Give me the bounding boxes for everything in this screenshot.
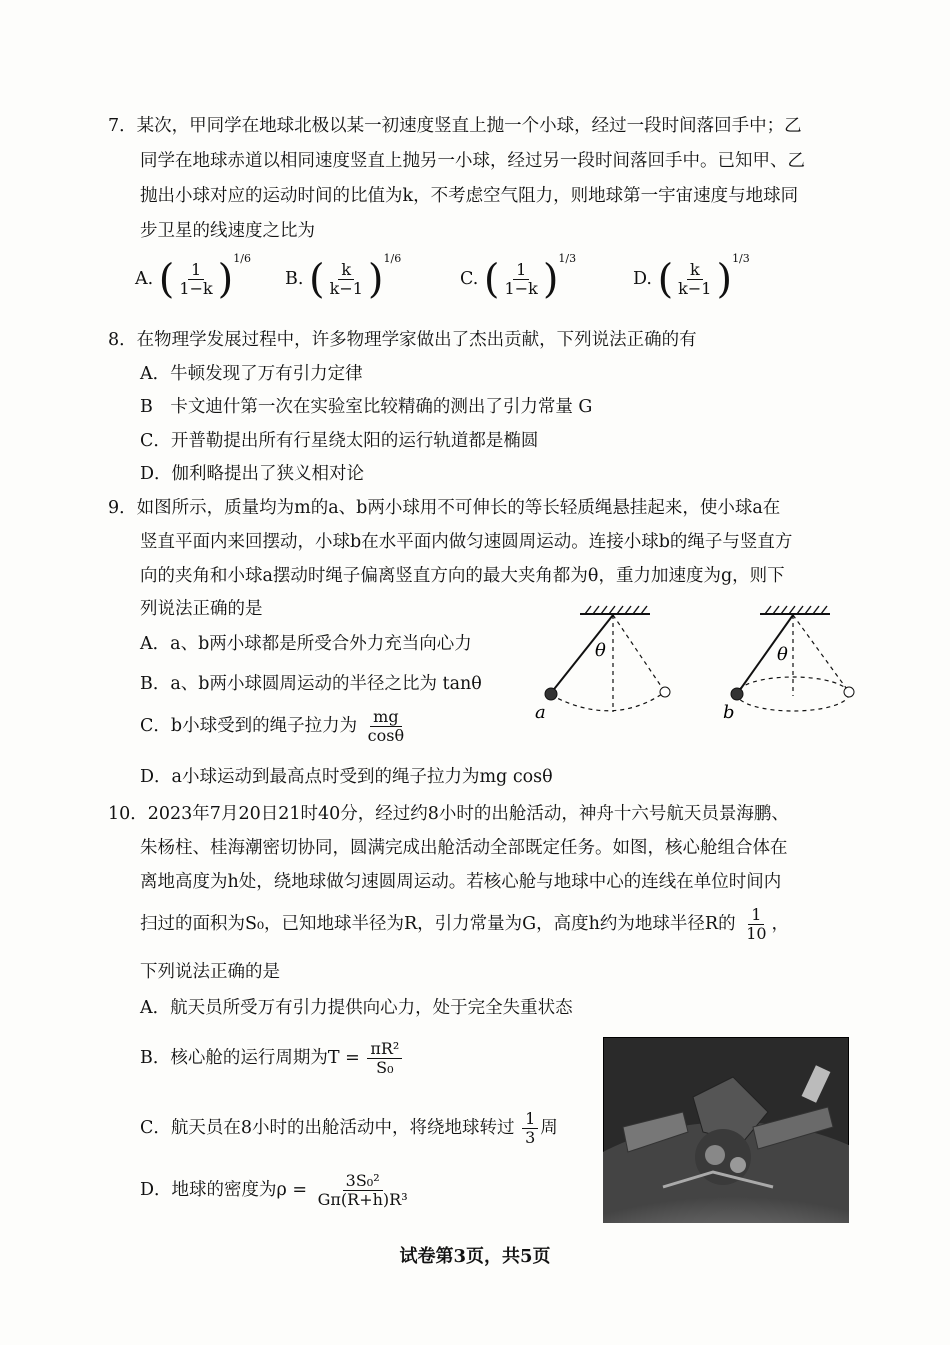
right-paren: ) (217, 256, 234, 303)
q7-option-exponent: 1/3 (732, 252, 750, 265)
q7-option-b (285, 252, 402, 303)
q9-option-c-fraction (365, 708, 407, 745)
q9-option-a: A．a、b两小球都是所受合外力充当向心力 (140, 634, 472, 654)
q7-option-denominator: 1−k (504, 279, 538, 298)
q10-c-numerator: 1 (522, 1110, 538, 1129)
q10-option-d-prefix: D．地球的密度为ρ = (140, 1180, 308, 1200)
q7-option-exponent: 1/6 (233, 252, 251, 265)
q9-c-denominator: cosθ (367, 726, 405, 745)
left-paren: ( (657, 256, 674, 303)
q10-line3: 离地高度为h处，绕地球做匀速圆周运动。若核心舱与地球中心的连线在单位时间内 (140, 872, 782, 892)
space-station-photo (603, 1037, 849, 1223)
q10-one-tenth (743, 906, 769, 943)
q9-c-numerator: mg (370, 708, 401, 727)
q10-option-c-tail: 周 (540, 1118, 558, 1138)
q10-option-b-fraction (367, 1040, 402, 1077)
q9-option-d: D．a小球运动到最高点时受到的绳子拉力为mg cosθ (140, 767, 553, 787)
q10-option-a: A．航天员所受万有引力提供向心力，处于完全失重状态 (140, 998, 573, 1018)
q7-option-numerator: k (338, 261, 354, 280)
q7-option-c (460, 252, 577, 303)
q7-line4: 步卫星的线速度之比为 (140, 221, 315, 241)
q7-line2: 同学在地球赤道以相同速度竖直上抛另一小球，经过另一段时间落回手中。已知甲、乙 (140, 151, 805, 171)
pendulum-a-figure (525, 600, 685, 725)
q7-option-fraction (176, 261, 215, 298)
q7-option-numerator: k (687, 261, 703, 280)
q7-option-denominator: k−1 (329, 279, 363, 298)
q10-c-denominator: 3 (525, 1128, 536, 1147)
q10-option-c (140, 1110, 558, 1147)
q10-b-denominator: S₀ (376, 1058, 394, 1077)
q10-line4-text: 扫过的面积为S₀，已知地球半径为R，引力常量为G，高度h约为地球半径R的 (140, 914, 736, 934)
q8-option-b: B 卡文迪什第一次在实验室比较精确的测出了引力常量 G (140, 397, 593, 417)
q10-frac-num: 1 (748, 906, 764, 925)
q9-option-c (140, 708, 409, 745)
q10-option-b-prefix: B．核心舱的运行周期为T = (140, 1048, 360, 1068)
q10-option-c-fraction (522, 1110, 538, 1147)
q9-option-b: B．a、b两小球圆周运动的半径之比为 tanθ (140, 674, 482, 694)
q7-option-fraction (502, 261, 541, 298)
q8-stem: 8．在物理学发展过程中，许多物理学家做出了杰出贡献，下列说法正确的有 (108, 330, 697, 350)
q7-option-label: C. (460, 269, 479, 289)
q7-option-d (633, 252, 750, 303)
q10-b-numerator: πR² (367, 1040, 402, 1059)
ball-a-label: a (535, 702, 546, 723)
q8-option-a: A．牛顿发现了万有引力定律 (140, 364, 363, 384)
q7-option-denominator: 1−k (179, 279, 213, 298)
left-paren: ( (309, 256, 325, 303)
q7-option-label: D. (633, 269, 652, 289)
q7-option-exponent: 1/6 (383, 252, 402, 265)
q9-line2: 竖直平面内来回摆动，小球b在水平面内做匀速圆周运动。连接小球b的绳子与竖直方 (140, 532, 793, 552)
q7-option-numerator: 1 (513, 261, 529, 280)
q10-line4 (140, 906, 789, 943)
q10-line5: 下列说法正确的是 (140, 962, 280, 982)
q7-line1: 7．某次，甲同学在地球北极以某一初速度竖直上抛一个小球，经过一段时间落回手中；乙 (108, 116, 802, 136)
q10-option-c-prefix: C．航天员在8小时的出舱活动中，将绕地球转过 (140, 1118, 515, 1138)
q10-line1: 10．2023年7月20日21时40分，经过约8小时的出舱活动，神舟十六号航天员景海鹏、 (108, 804, 789, 824)
q7-option-denominator: k−1 (678, 279, 712, 298)
left-paren: ( (483, 256, 500, 303)
q10-frac-den: 10 (746, 924, 767, 943)
q7-option-fraction (675, 261, 714, 298)
q7-option-numerator: 1 (188, 261, 204, 280)
right-paren: ) (716, 256, 733, 303)
q7-line3: 抛出小球对应的运动时间的比值为k，不考虑空气阻力，则地球第一宇宙速度与地球同 (140, 186, 799, 206)
q10-option-d (140, 1172, 413, 1209)
pendulum-b-figure (715, 600, 865, 725)
q9-line4: 列说法正确的是 (140, 599, 263, 619)
left-paren: ( (158, 256, 175, 303)
q7-option-label: B. (285, 269, 304, 289)
right-paren: ) (542, 256, 559, 303)
q7-option-exponent: 1/3 (558, 252, 577, 265)
q10-d-denominator: Gπ(R+h)R³ (317, 1190, 408, 1209)
q7-option-a (135, 252, 251, 303)
right-paren: ) (367, 256, 384, 303)
page-footer: 试卷第3页，共5页 (399, 1246, 551, 1267)
q10-line2: 朱杨柱、桂海潮密切协同，圆满完成出舱活动全部既定任务。如图，核心舱组合体在 (140, 838, 788, 858)
q10-d-numerator: 3S₀² (343, 1172, 383, 1191)
q10-line4-tail: ， (771, 914, 790, 934)
q7-option-fraction (327, 261, 366, 298)
theta-label-b: θ (777, 644, 788, 665)
q9-line3: 向的夹角和小球a摆动时绳子偏离竖直方向的最大夹角都为θ，重力加速度为g，则下 (140, 566, 785, 586)
q8-option-c: C．开普勒提出所有行星绕太阳的运行轨道都是椭圆 (140, 431, 539, 451)
ball-b-label: b (723, 702, 735, 723)
theta-label-a: θ (595, 640, 606, 661)
q9-line1: 9．如图所示，质量均为m的a、b两小球用不可伸长的等长轻质绳悬挂起来，使小球a在 (108, 498, 781, 518)
q10-option-b (140, 1040, 404, 1077)
q9-option-c-prefix: C．b小球受到的绳子拉力为 (140, 716, 358, 736)
q8-option-d: D．伽利略提出了狭义相对论 (140, 464, 365, 484)
q7-option-label: A. (135, 269, 154, 289)
q10-option-d-fraction (315, 1172, 411, 1209)
